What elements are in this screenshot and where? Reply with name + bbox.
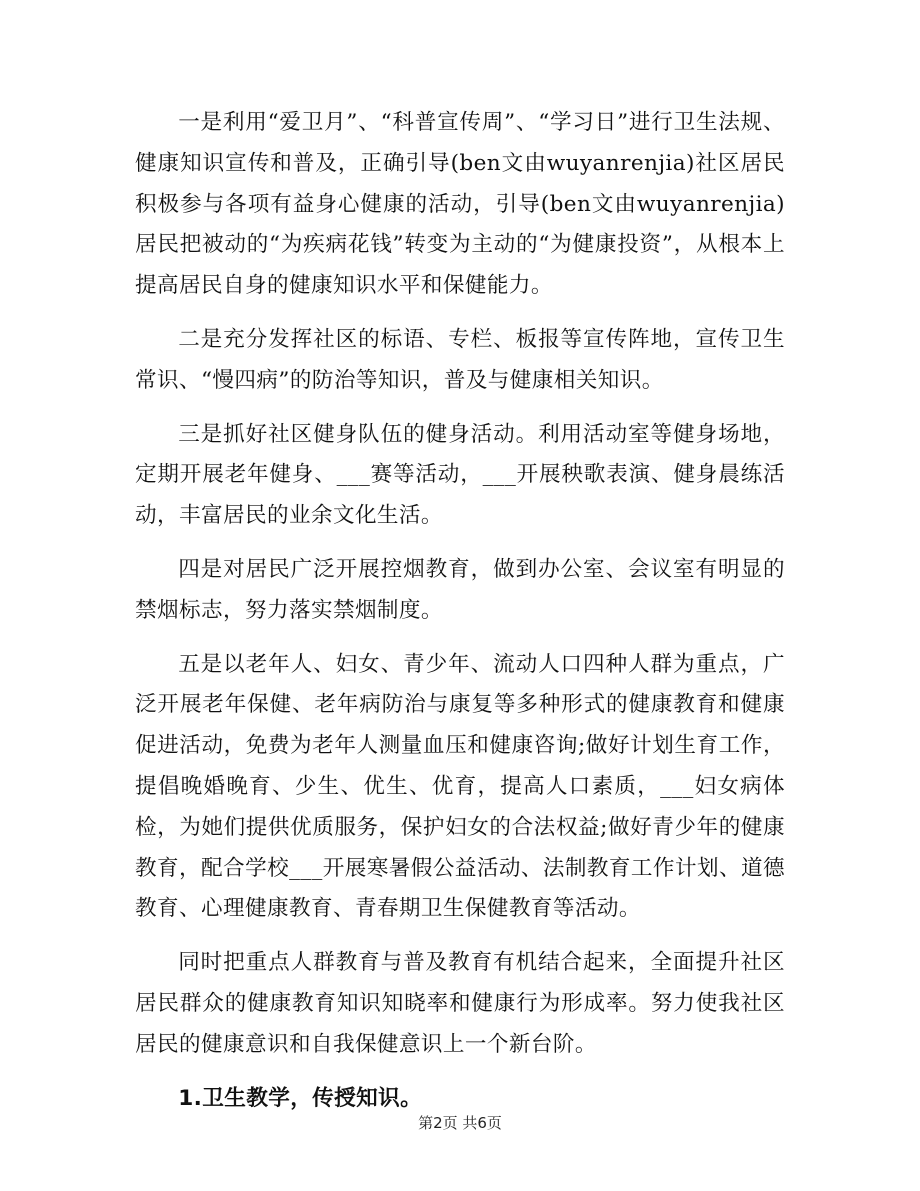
section-heading: 1.卫生教学，传授知识。 [178, 1085, 423, 1111]
paragraph-2: 二是充分发挥社区的标语、专栏、板报等宣传阵地，宣传卫生常识、“慢四病”的防治等知识，普及与健康相关知识。 [135, 326, 785, 393]
paragraph-4: 四是对居民广泛开展控烟教育，做到办公室、会议室有明显的禁烟标志，努力落实禁烟制度。 [135, 556, 785, 623]
document-body [135, 103, 785, 1119]
page-number-footer: 第2页 共6页 [418, 1114, 502, 1132]
paragraph-5: 五是以老年人、妇女、青少年、流动人口四种人群为重点，广泛开展老年保健、老年病防治与康复等多种形式的健康教育和健康促进活动，免费为老年人测量血压和健康咨询;做好计划生育工作，提倡晚婚晚育、少生、优生、优育，提高人口素质，___妇女病体检，为她们提供优质服务，保护妇女的合法权益;做好青少年的健康教育，配合学校___开展寒暑假公益活动、法制教育工作计划、道德教育、心理健康教育、青春期卫生保健教育等活动。 [135, 651, 785, 922]
paragraph-1: 一是利用“爱卫月”、“科普宣传周”、“学习日”进行卫生法规、健康知识宣传和普及，正确引导(ben文由wuyanrenjia)社区居民积极参与各项有益身心健康的活动，引导(ben文由wuyanrenjia)居民把被动的“为疾病花钱”转变为主动的“为健康投资”，从根本上提高居民自身的健康知识水平和保健能力。 [135, 110, 785, 299]
paragraph-6: 同时把重点人群教育与普及教育有机结合起来，全面提升社区居民群众的健康教育知识知晓率和健康行为形成率。努力使我社区居民的健康意识和自我保健意识上一个新台阶。 [135, 950, 785, 1057]
paragraph-3: 三是抓好社区健身队伍的健身活动。利用活动室等健身场地，定期开展老年健身、___赛等活动，___开展秧歌表演、健身晨练活动，丰富居民的业余文化生活。 [135, 421, 785, 529]
